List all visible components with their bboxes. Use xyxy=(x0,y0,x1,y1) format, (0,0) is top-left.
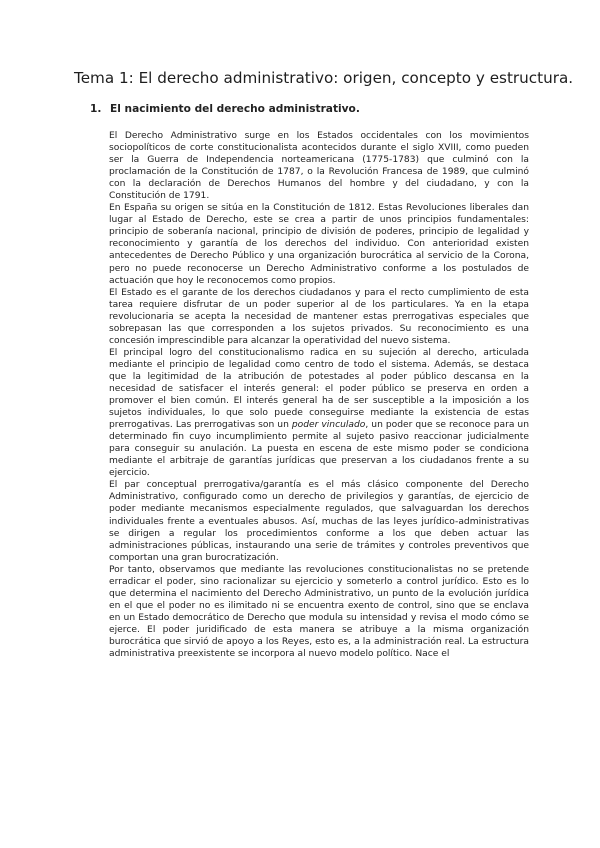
paragraph-text: El principal logro del constitucionalismo radica en su sujeción al derecho, articulada mediante el principio de legalidad como centro de todo el sistema. Además, se destaca que la legitimidad de la atribución de potestades al poder público descansa en la necesidad de satisfacer el interés general: el poder público se preserva en orden a promover el bien común. El interés general ha de ser susceptible a la imposición a los sujetos individuales, lo que solo puede conseguirse mediante la existencia de estas prerrogativas. Las prerrogativas son un xyxy=(109,347,529,431)
body-text xyxy=(109,130,529,660)
document-title: Tema 1: El derecho administrativo: origen, concepto y estructura. xyxy=(74,69,574,87)
paragraph: El par conceptual prerrogativa/garantía es el más clásico componente del Derecho Administrativo, configurado como un derecho de privilegios y garantías, de ejercicio de poder mediante mecanismos especialmente regulados, que salvaguardan los derechos individuales frente a eventuales abusos. Así, muchas de las leyes jurídico-administrativas se dirigen a regular los procedimientos conforme a los que deben actuar las administraciones públicas, instaurando una serie de trámites y controles preventivos que comportan una gran burocratización. xyxy=(109,480,529,563)
section-heading xyxy=(90,102,550,116)
emphasis-term: poder vinculado xyxy=(291,420,366,431)
section-number: 1. xyxy=(90,103,102,115)
paragraph: Por tanto, observamos que mediante las revoluciones constitucionalistas no se pretende erradicar el poder, sino racionalizar su ejercicio y someterlo a control jurídico. Esto es lo que determina el nacimiento del Derecho Administrativo, un punto de la evolución jurídica en el que el poder no es ilimitado ni se encuentra exento de control, sino que se enclava en un Estado democrático de Derecho que modula su intensidad y revisa el modo cómo se ejerce. El poder juridificado de esta manera se atribuye a la misma organización burocrática que sirvió de apoyo a los Reyes, esto es, a la administración real. La estructura administrativa preexistente se incorpora al nuevo modelo político. Nace el xyxy=(109,564,529,660)
paragraph: En España su origen se sitúa en la Constitución de 1812. Estas Revoluciones liberales dan lugar al Estado de Derecho, este se crea a partir de unos principios fundamentales: principio de soberanía nacional, principio de división de poderes, principio de legalidad y reconocimiento y garantía de los derechos del individuo. Con anterioridad existen antecedentes de Derecho Público y una organización burocrática al servicio de la Corona, pero no puede reconocerse un Derecho Administrativo conforme a los postulados de actuación que hoy le reconocemos como propios. xyxy=(109,203,529,286)
section-title: El nacimiento del derecho administrativo. xyxy=(110,103,360,115)
paragraph xyxy=(109,347,529,480)
paragraph-text: , un poder que se reconoce para un determinado fin cuyo incumplimiento permite al sujeto pasivo reaccionar judicialmente para conseguir su anulación. La puesta en escena de este mismo poder se condiciona mediante el arbitraje de garantías jurídicas que preservan a los ciudadanos frente a su ejercicio. xyxy=(109,420,529,479)
paragraph: El Derecho Administrativo surge en los Estados occidentales con los movimientos sociopolíticos de corte constitucionalista acontecidos durante el siglo XVIII, como pueden ser la Guerra de Independencia norteamericana (1775-1783) que culminó con la proclamación de la Constitución de 1787, o la Revolución Francesa de 1989, que culminó con la declaración de Derechos Humanos del hombre y del ciudadano, y con la Constitución de 1791. xyxy=(109,131,529,202)
paragraph: El Estado es el garante de los derechos ciudadanos y para el recto cumplimiento de esta tarea requiere disfrutar de un poder superior al de los particulares. Ya en la etapa revolucionaria se acepta la necesidad de mantener estas prerrogativas especiales que sobrepasan las que corresponden a los sujetos privados. Su reconocimiento es una concesión imprescindible para alcanzar la operatividad del nuevo sistema. xyxy=(109,287,529,346)
